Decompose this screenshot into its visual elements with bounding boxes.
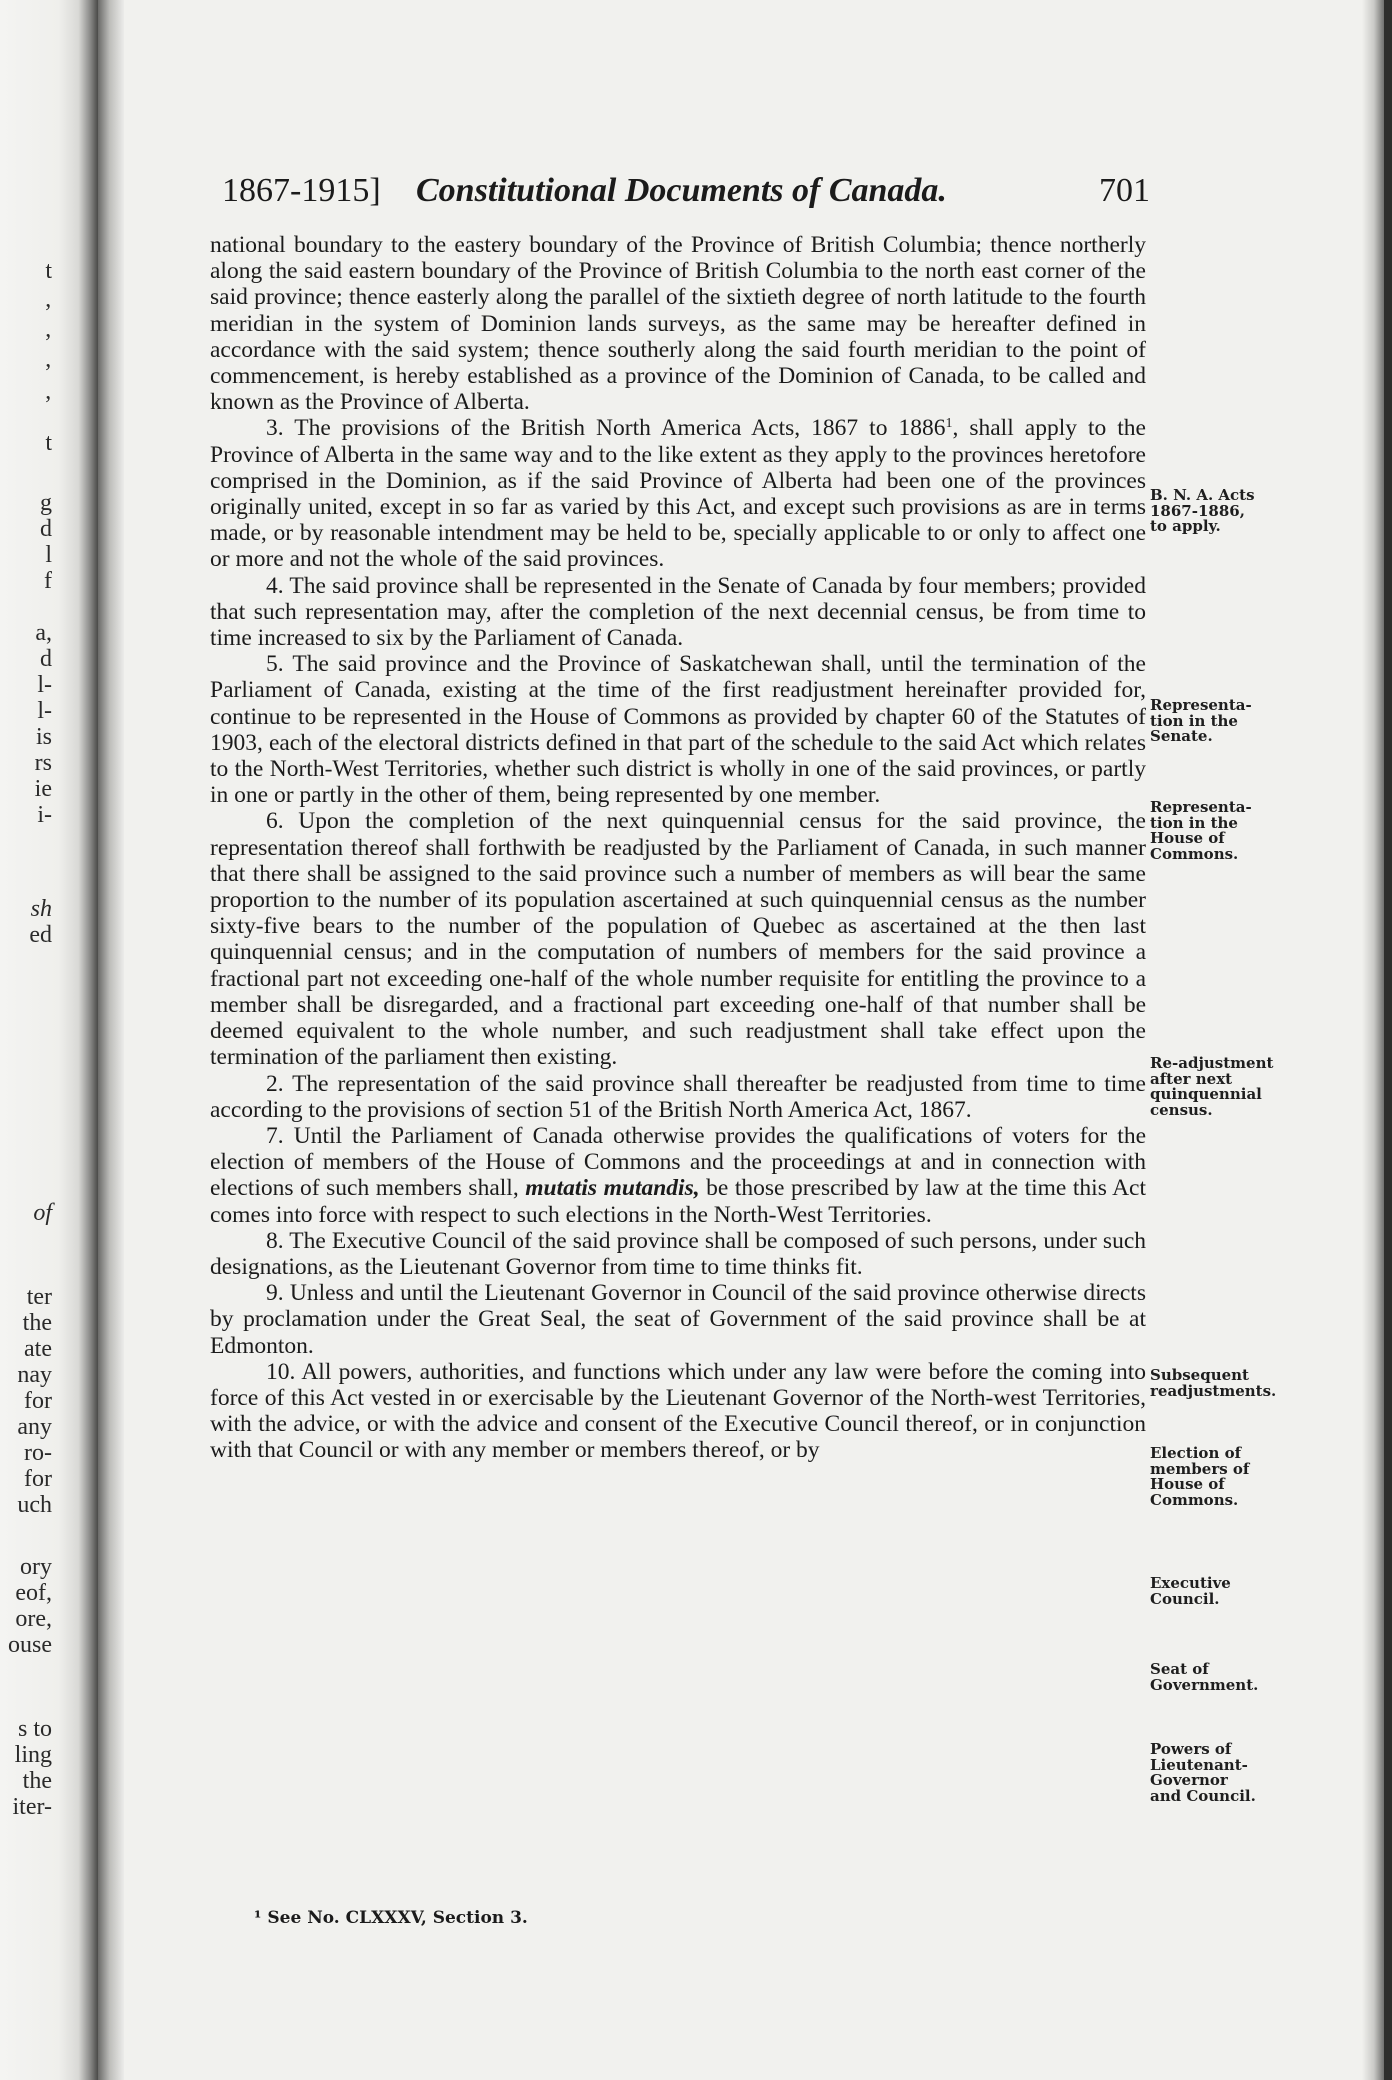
margin-note: Executive Council.: [1150, 1574, 1231, 1608]
section-3-text: 3. The provisions of the British North America Acts, 1867 to 1886: [266, 415, 946, 442]
binding-shadow: [98, 0, 124, 2080]
facing-fragment: ling: [14, 1742, 52, 1768]
facing-fragment: the: [22, 1310, 52, 1336]
section-5: 5. The said province and the Province of Saskatchewan shall, until the termination of the Parliament of Canada, existing at the time of the first readjustment hereinafter provided for, continue to be represented in the House of Commons as provided by chapter 60 of the Statutes of 1903, each of the electoral districts defined in that part of the schedule to the said Act which relates to the North-West Territories, whether such district is wholly in one of the said provinces, or partly in one or partly in the other of them, being represented by one member.: [210, 651, 1146, 809]
facing-fragment: ory: [20, 1554, 52, 1580]
facing-fragment: ie: [34, 776, 52, 802]
facing-fragment: d: [40, 646, 52, 672]
facing-fragment: iter-: [12, 1794, 52, 1820]
facing-fragment: ouse: [8, 1632, 52, 1658]
book-title: Constitutional Documents of Canada.: [416, 172, 947, 209]
margin-note: B. N. A. Acts 1867-1886, to apply.: [1150, 486, 1255, 535]
section-7: [210, 1123, 1146, 1228]
latin-phrase: mutatis mutandis,: [525, 1175, 700, 1202]
facing-fragment: a,: [35, 620, 52, 646]
section-7-text-cont: be those prescribed by law at the time this Act comes into force with respect to such elections in the North-West Territories.: [210, 1175, 1147, 1228]
facing-fragment: ’: [44, 360, 52, 386]
facing-fragment: for: [24, 1388, 52, 1414]
facing-fragment: ’: [44, 392, 52, 418]
body-text: [210, 232, 1146, 1464]
facing-fragment: l-: [37, 672, 52, 698]
section-4: 4. The said province shall be represented in the Senate of Canada by four members; provided that such representation may, after the completion of the next decennial census, be from time to time increased to six by the Parliament of Canada.: [210, 572, 1146, 652]
margin-note: Representa- tion in the Senate.: [1150, 696, 1252, 745]
facing-fragment: ate: [24, 1336, 52, 1362]
facing-fragment: sh: [30, 896, 52, 922]
facing-fragment: nay: [17, 1362, 52, 1388]
footnote-ref: 1: [945, 416, 953, 432]
facing-fragment: t: [45, 430, 52, 456]
facing-fragment: eof,: [15, 1580, 52, 1606]
page-edge-dark: [1384, 0, 1392, 2080]
margin-note: Re-adjustment after next quinquennial census.: [1150, 1054, 1274, 1119]
footnote: ¹ See No. CLXXXV, Section 3.: [254, 1908, 528, 1928]
facing-fragment: s to: [17, 1716, 52, 1742]
facing-fragment: ’: [44, 300, 52, 326]
running-header: [222, 172, 1152, 216]
facing-fragment: ore,: [15, 1606, 52, 1632]
facing-fragment: l: [45, 542, 52, 568]
facing-fragment: for: [24, 1466, 52, 1492]
page-number: 701: [1099, 172, 1150, 209]
facing-page-text: [0, 0, 58, 2080]
facing-fragment: of: [33, 1200, 52, 1226]
section-10: 10. All powers, authorities, and functions which under any law were before the coming into force of this Act vested in or exercisable by the Lieutenant Governor of the North-west Territories, with the advice, or with the advice and consent of the Executive Council thereof, or in conjunction with that Council or with any member or members thereof, or by: [210, 1358, 1146, 1464]
facing-fragment: ’: [44, 330, 52, 356]
facing-fragment: ter: [26, 1284, 52, 1310]
margin-note: Powers of Lieutenant- Governor and Council.: [1150, 1740, 1256, 1805]
facing-fragment: uch: [17, 1492, 52, 1518]
margin-note: Seat of Government.: [1150, 1660, 1259, 1694]
margin-note: Election of members of House of Commons.: [1150, 1444, 1250, 1509]
margin-note: Subsequent readjustments.: [1150, 1366, 1277, 1400]
facing-fragment: rs: [34, 750, 52, 776]
section-6-subsection-2: 2. The representation of the said province shall thereafter be readjusted from time to time according to the provisions of section 51 of the British North America Act, 1867.: [210, 1070, 1146, 1123]
section-8: 8. The Executive Council of the said province shall be composed of such persons, under such designations, as the Lieutenant Governor from time to time thinks fit.: [210, 1227, 1146, 1280]
section-3: [210, 415, 1146, 572]
facing-fragment: is: [35, 724, 52, 750]
facing-fragment: i-: [37, 802, 52, 828]
facing-fragment: ed: [29, 922, 52, 948]
facing-fragment: l-: [37, 698, 52, 724]
section-3-text-cont: , shall apply to the Province of Alberta in the same way and to the like extent as they apply to the provinces heretofore comprised in the Dominion, as if the said Province of Alberta had been one of the provinces originally united, except in so far as varied by this Act, and except such provisions as are in terms made, or by reasonable intendment may be held to be, specially applicable to or only to affect one or more and not the whole of the said provinces.: [210, 415, 1146, 573]
section-9: 9. Unless and until the Lieutenant Governor in Council of the said province otherwise directs by proclamation under the Great Seal, the seat of Government of the said province shall be at Edmonton.: [210, 1280, 1146, 1359]
facing-fragment: d: [40, 516, 52, 542]
facing-fragment: f: [44, 568, 52, 594]
facing-fragment: t: [45, 258, 52, 284]
year-range: 1867-1915]: [222, 172, 381, 209]
facing-fragment: any: [17, 1414, 52, 1440]
section-6: 6. Upon the completion of the next quinquennial census for the said province, the representation thereof shall forthwith be readjusted by the Parliament of Canada, in such manner that there shall be assigned to the said province such a number of members as will bear the same proportion to the number of its population ascertained at such quinquennial census as the number sixty-five bears to the number of the population of Quebec as ascertained at the then last quinquennial census; and in the computation of numbers of members for the said province a fractional part not exceeding one-half of the whole number requisite for entitling the province to a member shall be disregarded, and a fractional part exceeding one-half of that number shall be deemed equivalent to the whole number, and such readjustment shall take effect upon the termination of the parliament then existing.: [210, 808, 1146, 1071]
margin-note: Representa- tion in the House of Commons.: [1150, 798, 1252, 863]
facing-fragment: the: [22, 1768, 52, 1794]
facing-fragment: ro-: [24, 1440, 52, 1466]
section-7-text: 7. Until the Parliament of Canada otherwise provides the qualifications of voters for the election of members of the House of Commons and the proceedings at and in connection with elections of such members shall,: [210, 1122, 1146, 1202]
opening-paragraph: national boundary to the eastery boundary of the Province of British Columbia; thence northerly along the said eastern boundary of the Province of British Columbia to the north east corner of the said province; thence easterly along the parallel of the sixtieth degree of north latitude to the fourth meridian in the system of Dominion lands surveys, as the same may be hereafter defined in accordance with the said system; thence southerly along the said fourth meridian to the point of commencement, is hereby established as a province of the Dominion of Canada, to be called and known as the Province of Alberta.: [210, 232, 1146, 416]
facing-fragment: g: [40, 490, 52, 516]
